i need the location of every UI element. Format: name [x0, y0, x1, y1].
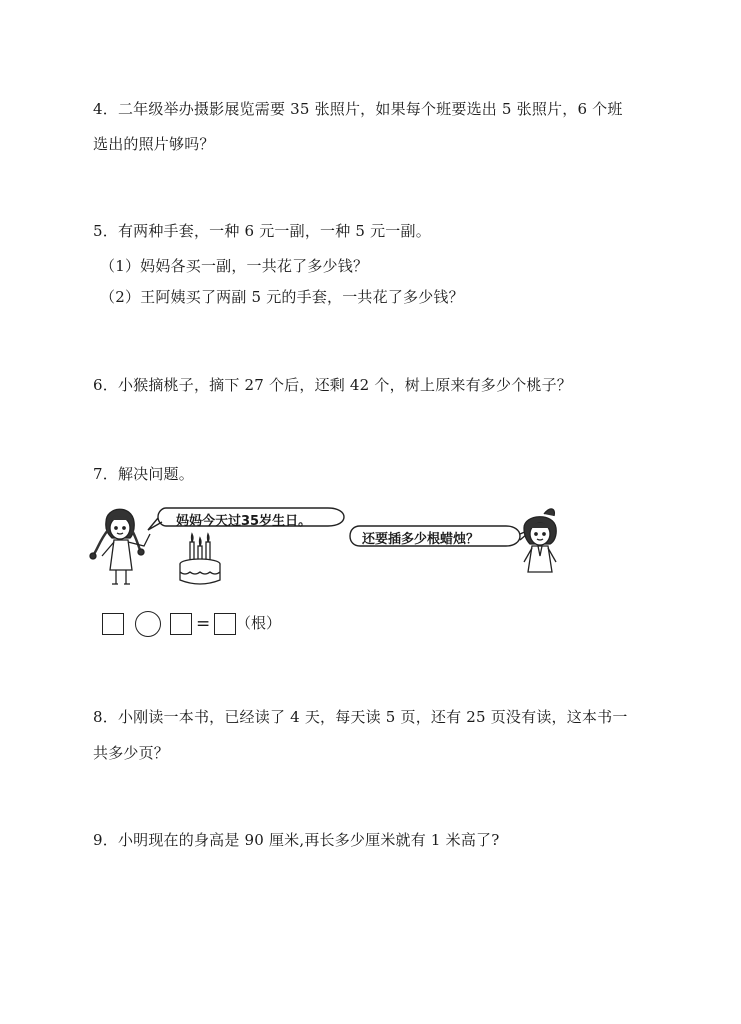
operator-circle[interactable] — [135, 611, 161, 637]
bubble-right-text: 还要插多少根蜡烛？ — [362, 532, 480, 547]
q5-sub-2: （2）王阿姨买了两副 5 元的手套，一共花了多少钱？ — [100, 288, 464, 306]
answer-box-1[interactable] — [102, 613, 124, 635]
q6-line-1: 6．小猴摘桃子，摘下 27 个后，还剩 42 个，树上原来有多少个桃子？ — [93, 376, 572, 394]
q8-line-1: 8．小刚读一本书，已经读了 4 天，每天读 5 页，还有 25 页没有读，这本书一 — [93, 708, 628, 726]
q8-line-2: 共多少页？ — [93, 744, 170, 762]
bubble-left-text: 妈妈今天过35岁生日。 — [176, 514, 312, 529]
q9-line-1: 9．小明现在的身高是 90 厘米,再长多少厘米就有 1 米高了? — [93, 831, 500, 849]
q4-line-1: 4．二年级举办摄影展览需要 35 张照片，如果每个班要选出 5 张照片，6 个班 — [93, 100, 623, 118]
q4-line-2: 选出的照片够吗？ — [93, 135, 215, 153]
birthday-cake-icon — [180, 534, 220, 584]
answer-box-2[interactable] — [170, 613, 192, 635]
q7-illustration — [88, 500, 558, 600]
q5-line-1: 5．有两种手套，一种 6 元一副，一种 5 元一副。 — [93, 222, 431, 240]
unit-label: （根） — [236, 614, 282, 632]
q7-line-1: 7．解决问题。 — [93, 465, 194, 483]
answer-box-3[interactable] — [214, 613, 236, 635]
girl-right-figure — [524, 509, 556, 572]
girl-left-figure — [90, 509, 150, 584]
q5-sub-1: （1）妈妈各买一副，一共花了多少钱？ — [100, 257, 369, 275]
equals-sign: = — [196, 614, 211, 634]
